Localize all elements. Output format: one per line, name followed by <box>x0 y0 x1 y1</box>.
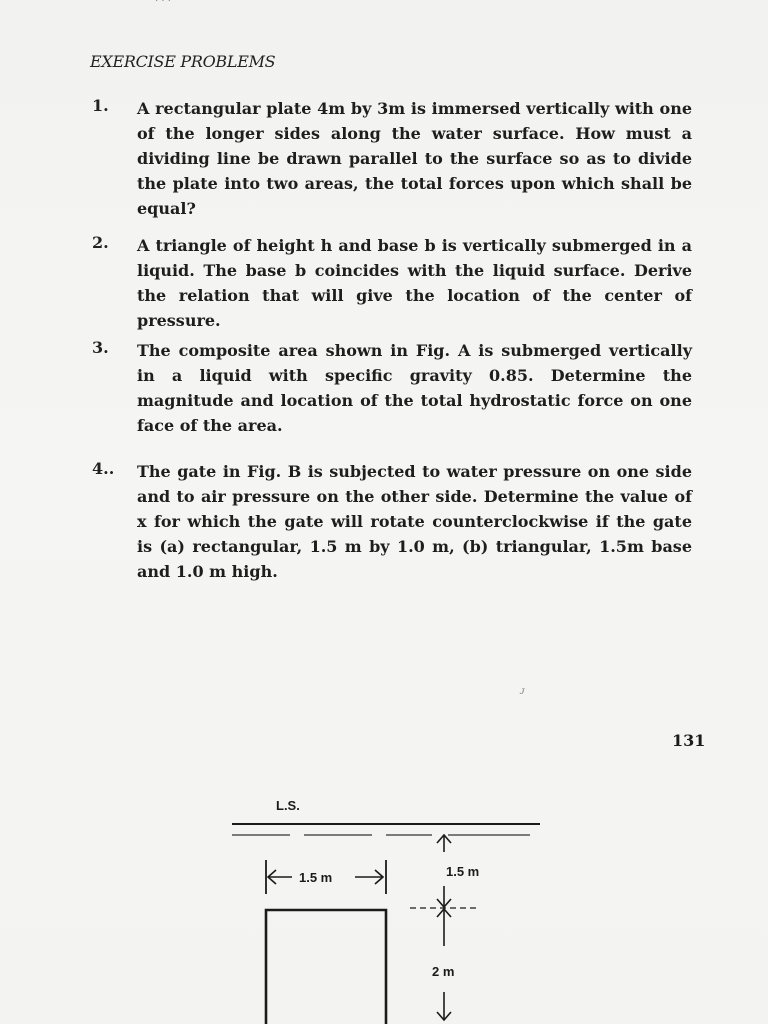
gate-figure <box>0 780 768 1024</box>
problem-text: A rectangular plate 4m by 3m is immersed vertically with one of the longer sides along the water surface. How must a dividing line be drawn parallel to the surface so as to divide the plate into two areas, the total forces upon which shall be equal? <box>137 99 692 218</box>
problem-number: 4.. <box>92 459 115 478</box>
stray-mark: ᴊ <box>520 686 525 697</box>
width-dimension-label: 1.5 m <box>299 870 333 885</box>
problem-text: The composite area shown in Fig. A is submerged vertically in a liquid with specific gravity 0.85. Determine the magnitude and location of the total hydrostatic force on one face of the area. <box>137 341 692 435</box>
depth-dimension-label: 1.5 m <box>446 864 480 879</box>
section-heading: EXERCISE PROBLEMS <box>90 52 276 71</box>
height-dimension-label: 2 m <box>432 964 455 979</box>
problem-number: 3. <box>92 338 109 357</box>
problem-number: 1. <box>92 96 109 115</box>
problem-text: A triangle of height h and base b is vertically submerged in a liquid. The base b coincides with the liquid surface. Derive the relation that will give the location of the center of pressure. <box>137 236 692 330</box>
page-number: 131 <box>672 731 706 750</box>
problem-text: The gate in Fig. B is subjected to water pressure on one side and to air pressure on the other side. Determine the value of x for which the gate will rotate counterclockwise if the gate is (a) rectangular, 1.5 m by 1.0 m, (b) triangular, 1.5m base and 1.0 m high. <box>137 462 692 581</box>
liquid-surface-label: L.S. <box>276 798 300 813</box>
gate-outline <box>266 910 386 1024</box>
problem-number: 2. <box>92 233 109 252</box>
cropped-text-fragment: · · · <box>155 0 171 7</box>
